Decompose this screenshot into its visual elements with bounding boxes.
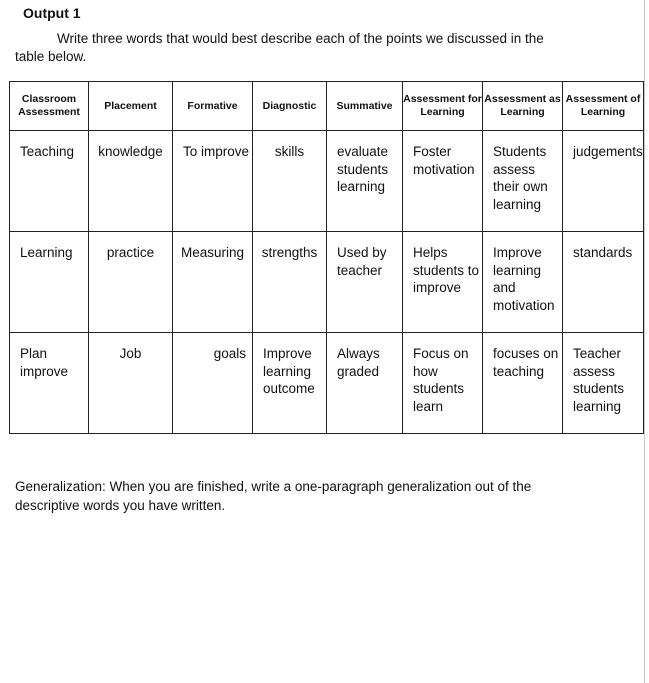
instructions-text: Write three words that would best describe each of the points we discussed in the table below. bbox=[15, 31, 544, 64]
header-assessment-of-learning: Assessment of Learning bbox=[563, 82, 644, 131]
table-cell: evaluate students learning bbox=[327, 131, 403, 232]
header-assessment-as-learning: Assessment as Learning bbox=[483, 82, 563, 131]
table-row bbox=[10, 333, 644, 434]
assessment-table bbox=[9, 81, 644, 434]
header-assessment-for-learning: Assessment for Learning bbox=[403, 82, 483, 131]
table-cell: Improve learning and motivation bbox=[483, 232, 563, 333]
generalization-text: Generalization: When you are finished, write a one-paragraph generalization out of the descriptive words you have written. bbox=[15, 479, 532, 513]
table-cell: Focus on how students learn bbox=[403, 333, 483, 434]
table-cell: Measuring bbox=[173, 232, 253, 333]
table-cell: goals bbox=[173, 333, 253, 434]
table-row bbox=[10, 131, 644, 232]
table-cell: judgements bbox=[563, 131, 644, 232]
table-cell: strengths bbox=[253, 232, 327, 333]
table-cell: standards bbox=[563, 232, 644, 333]
header-summative: Summative bbox=[327, 82, 403, 131]
table-cell: knowledge bbox=[89, 131, 173, 232]
table-cell: Foster motivation bbox=[403, 131, 483, 232]
page-edge bbox=[644, 0, 645, 683]
table-cell: Students assess their own learning bbox=[483, 131, 563, 232]
header-placement: Placement bbox=[89, 82, 173, 131]
table-header-row bbox=[10, 82, 644, 131]
table-cell: skills bbox=[253, 131, 327, 232]
page-title: Output 1 bbox=[23, 5, 81, 21]
header-classroom-assessment: Classroom Assessment bbox=[10, 82, 89, 131]
header-formative: Formative bbox=[173, 82, 253, 131]
table-cell: Teaching bbox=[10, 131, 89, 232]
table-cell: Job bbox=[89, 333, 173, 434]
table-cell: Plan improve bbox=[10, 333, 89, 434]
table-cell: focuses on teaching bbox=[483, 333, 563, 434]
table-cell: Learning bbox=[10, 232, 89, 333]
header-diagnostic: Diagnostic bbox=[253, 82, 327, 131]
table-cell: Used by teacher bbox=[327, 232, 403, 333]
table-cell: Teacher assess students learning bbox=[563, 333, 644, 434]
table-cell: practice bbox=[89, 232, 173, 333]
table-cell: Always graded bbox=[327, 333, 403, 434]
table-cell: Improve learning outcome bbox=[253, 333, 327, 434]
table-cell: To improve bbox=[173, 131, 253, 232]
table-row bbox=[10, 232, 644, 333]
table-cell: Helps students to improve bbox=[403, 232, 483, 333]
